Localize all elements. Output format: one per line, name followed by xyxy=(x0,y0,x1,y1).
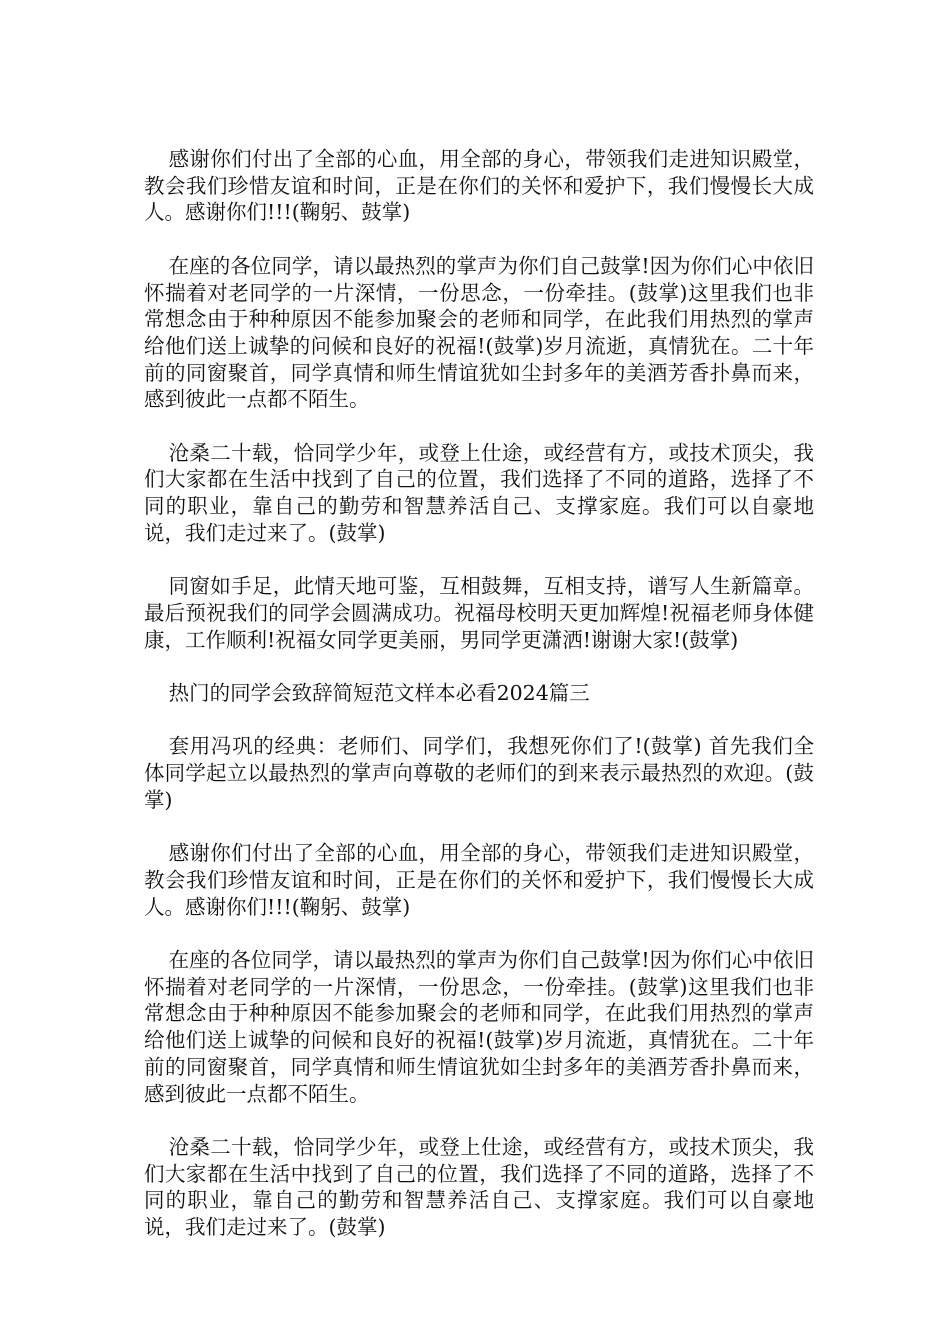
paragraph-twenty-years: 沧桑二十载，恰同学少年，或登上仕途，或经营有方，或技术顶尖，我们大家都在生活中找到了自己的位置，我们选择了不同的道路，选择了不同的职业，靠自己的勤劳和智慧养活自己、支撑家庭。我们可以自豪地说，我们走过来了。(鼓掌) xyxy=(144,440,814,545)
paragraph-thanks-teachers: 感谢你们付出了全部的心血，用全部的身心，带领我们走进知识殿堂，教会我们珍惜友谊和时间，正是在你们的关怀和爱护下，我们慢慢长大成人。感谢你们!!!(鞠躬、鼓掌) xyxy=(144,147,814,225)
document-page xyxy=(144,146,814,1267)
paragraph-thanks-teachers-repeat: 感谢你们付出了全部的心血，用全部的身心，带领我们走进知识殿堂，教会我们珍惜友谊和时间，正是在你们的关怀和爱护下，我们慢慢长大成人。感谢你们!!!(鞠躬、鼓掌) xyxy=(144,841,814,919)
paragraph-applause-classmates: 在座的各位同学，请以最热烈的掌声为你们自己鼓掌!因为你们心中依旧怀揣着对老同学的一片深情，一份思念，一份牵挂。(鼓掌)这里我们也非常想念由于种种原因不能参加聚会的老师和同学，在此我们用热烈的掌声给他们送上诚挚的问候和良好的祝福!(鼓掌)岁月流逝，真情犹在。二十年前的同窗聚首，同学真情和师生情谊犹如尘封多年的美酒芳香扑鼻而来，感到彼此一点都不陌生。 xyxy=(144,253,814,412)
paragraph-applause-classmates-repeat: 在座的各位同学，请以最热烈的掌声为你们自己鼓掌!因为你们心中依旧怀揣着对老同学的一片深情，一份思念，一份牵挂。(鼓掌)这里我们也非常想念由于种种原因不能参加聚会的老师和同学，在此我们用热烈的掌声给他们送上诚挚的问候和良好的祝福!(鼓掌)岁月流逝，真情犹在。二十年前的同窗聚首，同学真情和师生情谊犹如尘封多年的美酒芳香扑鼻而来，感到彼此一点都不陌生。 xyxy=(144,947,814,1106)
paragraph-twenty-years-repeat: 沧桑二十载，恰同学少年，或登上仕途，或经营有方，或技术顶尖，我们大家都在生活中找到了自己的位置，我们选择了不同的道路，选择了不同的职业，靠自己的勤劳和智慧养活自己、支撑家庭。我们可以自豪地说，我们走过来了。(鼓掌) xyxy=(144,1134,814,1239)
paragraph-closing-wishes: 同窗如手足，此情天地可鉴，互相鼓舞，互相支持，谱写人生新篇章。 最后预祝我们的同学会圆满成功。祝福母校明天更加辉煌!祝福老师身体健康，工作顺利!祝福女同学更美丽，男同学更潇洒!谢谢大家!(鼓掌) xyxy=(144,574,814,652)
paragraph-opening-quote: 套用冯巩的经典：老师们、同学们，我想死你们了!(鼓掌) 首先我们全体同学起立以最热烈的掌声向尊敬的老师们的到来表示最热烈的欢迎。(鼓掌) xyxy=(144,734,814,812)
section-heading: 热门的同学会致辞简短范文样本必看2024篇三 xyxy=(168,681,590,705)
